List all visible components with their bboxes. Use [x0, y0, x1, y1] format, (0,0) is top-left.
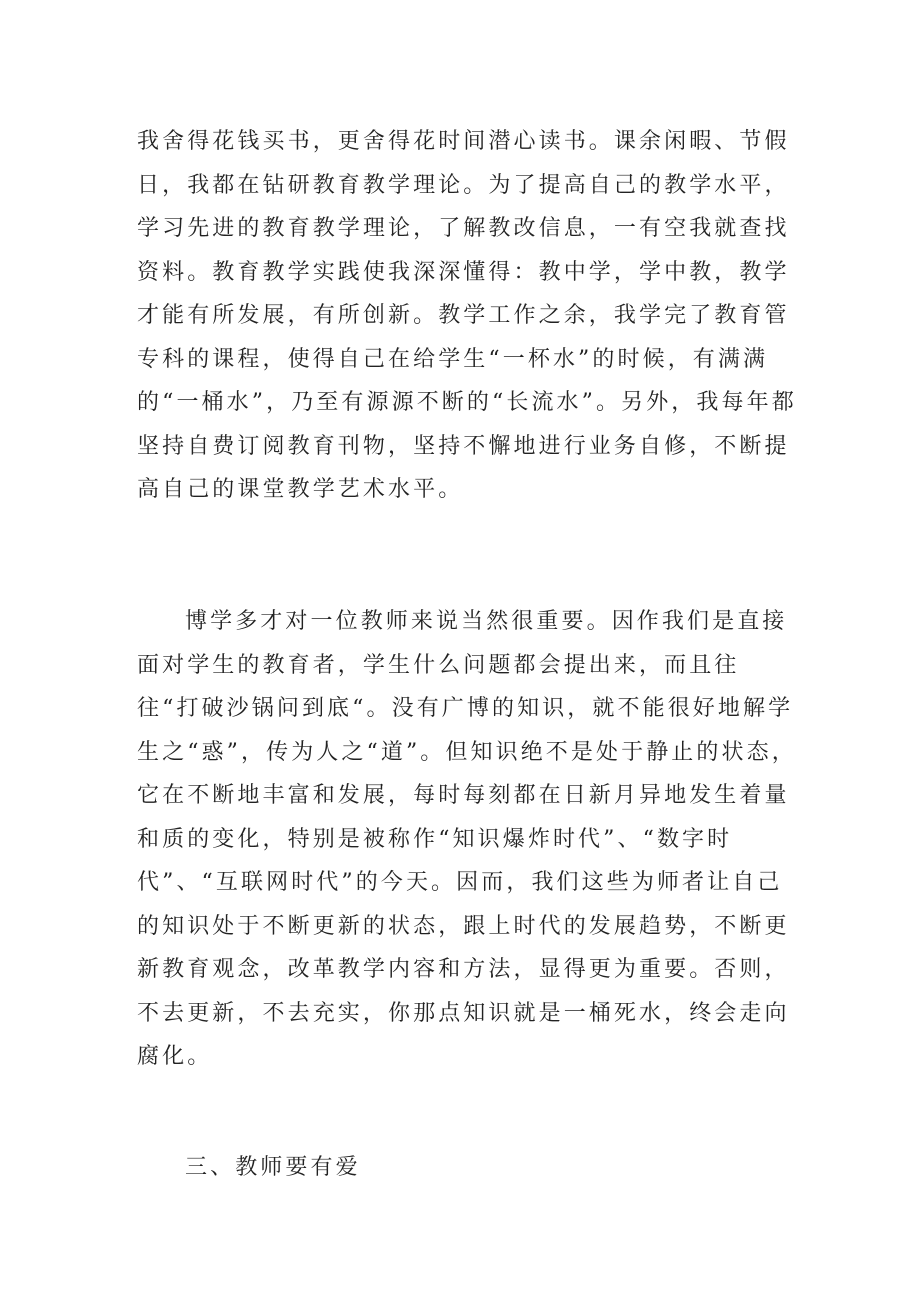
body-paragraph-2: 博学多才对一位教师来说当然很重要。因作我们是直接面对学生的教育者，学生什么问题都会提出来，而且往往“打破沙锅问到底“。没有广博的知识，就不能很好地解学生之“惑”，传为人之“道”。但知识绝不是处于静止的状态，它在不断地丰富和发展，每时每刻都在日新月异地发生着量和质的变化，特别是被称作“知识爆炸时代”、“数字时代”、“互联网时代”的今天。因而，我们这些为师者让自己的知识处于不断更新的状态，跟上时代的发展趋势，不断更新教育观念，改革教学内容和方法，显得更为重要。否则，不去更新，不去充实，你那点知识就是一桶死水，终会走向腐化。	[137, 609, 797, 1069]
body-paragraph-1: 我舍得花钱买书，更舍得花时间潜心读书。课余闲暇、节假日，我都在钻研教育教学理论。为了提高自己的教学水平，学习先进的教育教学理论，了解教改信息，一有空我就查找资料。教育教学实践使我深深懂得：教中学，学中教，教学才能有所发展，有所创新。教学工作之余，我学完了教育管专科的课程，使得自己在给学生“一杯水”的时候，有满满的“一桶水”，乃至有源源不断的“长流水”。另外，我每年都坚持自费订阅教育刊物，坚持不懈地进行业务自修，不断提高自己的课堂教学艺术水平。	[137, 129, 797, 502]
section-heading: 三、教师要有爱	[185, 1155, 361, 1180]
